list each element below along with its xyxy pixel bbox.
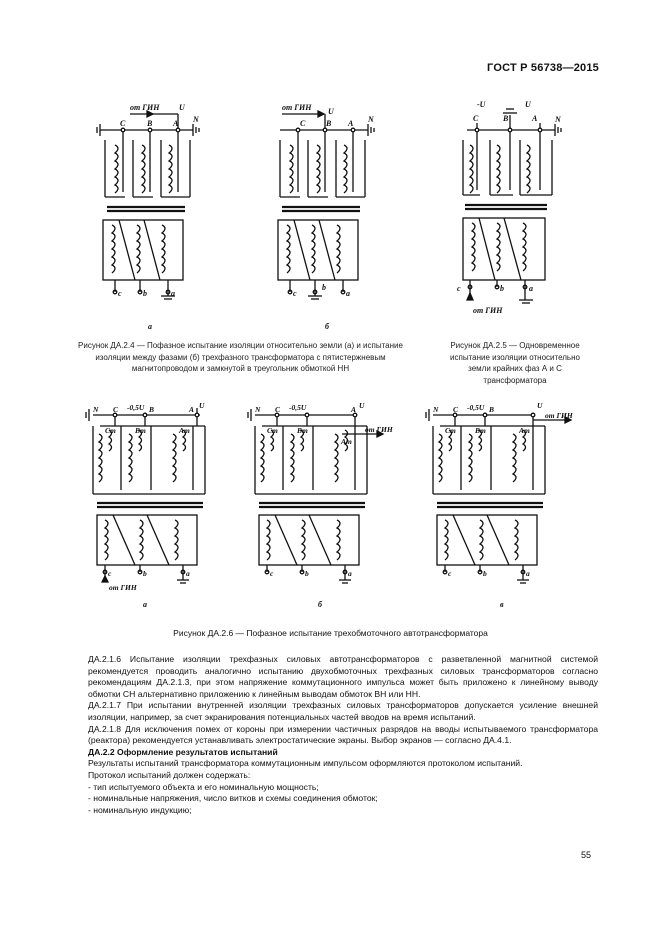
label-C: C — [113, 405, 119, 414]
page-number: 55 — [580, 850, 591, 860]
label-half-u: -0,5U — [127, 403, 145, 412]
figure-2-6-sublabel-a: а — [143, 600, 147, 609]
paragraph-results: Результаты испытаний трансформатора коммутационным импульсом оформляются протоколом испытаний. — [88, 758, 523, 769]
label-N: N — [368, 115, 374, 124]
label-b: b — [500, 284, 504, 293]
label-b: b — [305, 569, 309, 578]
figure-2-6c-diagram — [425, 400, 575, 595]
label-a: a — [348, 569, 352, 578]
label-c: c — [293, 289, 297, 298]
label-C: C — [453, 405, 459, 414]
paragraph-protocol: Протокол испытаний должен содержать: — [88, 769, 251, 780]
label-a: a — [526, 569, 530, 578]
label-C: C — [300, 119, 306, 128]
list-item: - тип испытуемого объекта и его номинальную мощность; — [88, 781, 319, 792]
label-source: от ГИН — [282, 103, 312, 112]
label-a: a — [346, 289, 350, 298]
label-C: C — [275, 405, 281, 414]
label-b: b — [143, 289, 147, 298]
label-N: N — [193, 115, 199, 124]
label-source: от ГИН — [545, 411, 573, 420]
label-Cm: Cт — [267, 426, 278, 435]
figure-2-4a-diagram — [95, 100, 215, 305]
label-Am: Aт — [519, 426, 530, 435]
label-minus-U: -U — [477, 100, 486, 109]
figure-2-4-caption: Рисунок ДА.2.4 — Пофазное испытание изоляции относительно земли (а) и испытание изоляции между фазами (б) трехфазного трансформатора с пятистержневым магнитопроводом и замкнутой в треугольник обмоткой НН — [78, 341, 403, 373]
figure-2-4b-diagram — [270, 100, 390, 305]
label-N: N — [255, 405, 261, 414]
figure-2-5-diagram — [455, 95, 575, 320]
label-C: C — [473, 114, 479, 123]
label-B: B — [503, 114, 509, 123]
protocol-contents-list — [88, 782, 598, 817]
paragraph-da-2-1-6: ДА.2.1.6 Испытание изоляции трехфазных силовых автотрансформаторов с разветвленной магнитной системой рекомендуется проводить аналогично испытанию двухобмоточных трехфазных силовых трансформаторов согласно рекомендациям ДА.2.1.3, при этом напряжение коммутационного импульса может быть приложено к линейному выводу обмотки СН альтернативно приложению к линейным выводам обмоток ВН или НН. — [88, 654, 598, 699]
label-b: b — [322, 283, 326, 292]
label-B: B — [149, 405, 155, 414]
label-A: A — [532, 114, 538, 123]
label-U: U — [179, 103, 185, 112]
label-source: от ГИН — [109, 583, 137, 592]
figure-2-4-sublabel-a: а — [148, 322, 152, 331]
label-c: c — [108, 569, 112, 578]
label-half-u: -0,5U — [289, 403, 307, 412]
label-Am: Aт — [341, 437, 352, 446]
label-a: a — [529, 284, 533, 293]
label-b: b — [143, 569, 147, 578]
label-N: N — [93, 405, 99, 414]
list-item: - номинальные напряжения, число витков и схемы соединения обмоток; — [88, 793, 378, 804]
label-Am: Aт — [179, 426, 190, 435]
label-A: A — [348, 119, 354, 128]
label-N: N — [433, 405, 439, 414]
document-code: ГОСТ Р 56738—2015 — [487, 62, 599, 74]
label-U: U — [359, 401, 365, 410]
label-U: U — [537, 401, 543, 410]
label-B: B — [326, 119, 332, 128]
label-c: c — [270, 569, 274, 578]
figure-2-6a-diagram — [85, 400, 215, 595]
label-c: c — [118, 289, 122, 298]
paragraph-da-2-1-8: ДА.2.1.8 Для исключения помех от короны при измерении частичных разрядов на вводы испытываемого трансформатора (реактора) рекомендуется устанавливать электростатические экраны. Выбор экранов — согласно ДА.4.1. — [88, 723, 598, 746]
label-Cm: Cт — [105, 426, 116, 435]
label-A: A — [173, 119, 179, 128]
label-source: от ГИН — [473, 306, 503, 315]
label-Cm: Cт — [445, 426, 456, 435]
label-c: c — [448, 569, 452, 578]
label-Bm: Bт — [135, 426, 146, 435]
figure-2-6-caption: Рисунок ДА.2.6 — Пофазное испытание трехобмоточного автотрансформатора — [173, 628, 488, 638]
label-Bm: Bт — [297, 426, 308, 435]
figure-2-6b-diagram — [247, 400, 397, 595]
label-U: U — [328, 107, 334, 116]
paragraph-da-2-1-7: ДА.2.1.7 При испытании внутренней изоляции трехфазных силовых трансформаторов допускается усиление внешней изоляции, например, за счет экранирования потенциальных частей вводов на время испытаний. — [88, 700, 598, 722]
label-U: U — [525, 100, 531, 109]
label-a: a — [171, 289, 175, 298]
label-a: a — [186, 569, 190, 578]
label-N: N — [555, 115, 561, 124]
label-source: от ГИН — [130, 103, 160, 112]
section-heading-da-2-2: ДА.2.2 Оформление результатов испытаний — [88, 746, 278, 757]
label-B: B — [147, 119, 153, 128]
figure-2-5-caption: Рисунок ДА.2.5 — Одновременное испытание изоляции относительно земли крайних фаз А и С трансформатора — [450, 341, 580, 385]
label-A: A — [351, 405, 357, 414]
figure-2-4-sublabel-b: б — [325, 322, 329, 331]
figure-2-6-sublabel-c: в — [500, 600, 504, 609]
label-half-u: -0,5U — [467, 403, 485, 412]
label-Bm: Bт — [475, 426, 486, 435]
figure-2-6-sublabel-b: б — [318, 600, 322, 609]
label-source: от ГИН — [365, 425, 393, 434]
label-U: U — [199, 401, 205, 410]
list-item: - номинальную индукцию; — [88, 804, 192, 815]
label-C: C — [120, 119, 126, 128]
label-b: b — [483, 569, 487, 578]
label-c: c — [457, 284, 461, 293]
label-B: B — [489, 405, 495, 414]
body-text — [88, 654, 598, 816]
label-A: A — [189, 405, 195, 414]
